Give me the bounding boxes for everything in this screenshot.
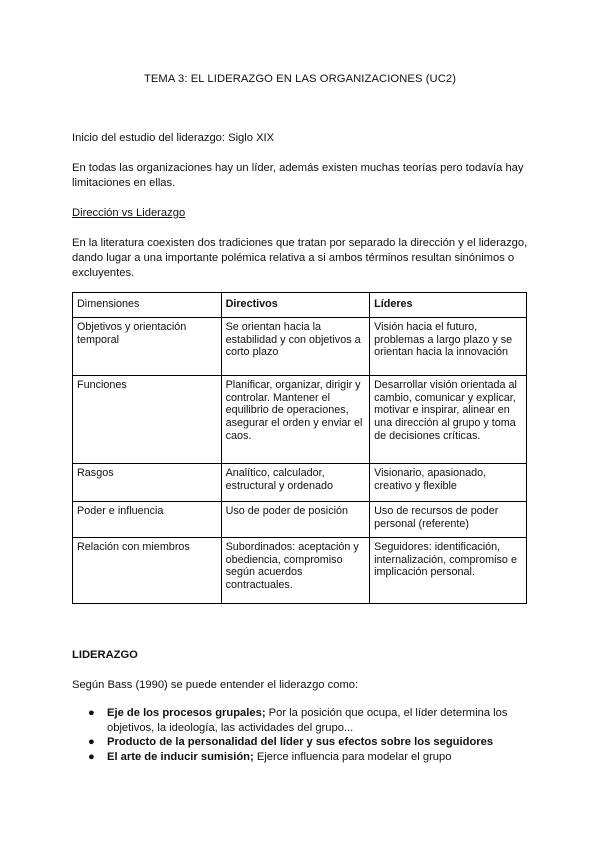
table-row (73, 463, 527, 501)
table-cell: Objetivos y orientación temporal (73, 317, 222, 375)
table-cell: Se orientan hacia la estabilidad y con objetivos a corto plazo (221, 317, 370, 375)
list-item-text: Ejerce influencia para modelar el grupo (253, 750, 452, 763)
list-item-text: Por la posición que ocupa, el líder determina los objetivos, la ideología, las actividades del grupo... (107, 707, 508, 734)
table-row (73, 317, 527, 375)
table-cell: Uso de poder de posición (221, 501, 370, 537)
bullet-icon: ● (88, 707, 95, 719)
list-item (72, 750, 532, 765)
table-header-cell: Líderes (370, 293, 527, 318)
section-intro: Según Bass (1990) se puede entender el liderazgo como: (72, 679, 359, 691)
table-cell: Desarrollar visión orientada al cambio, comunicar y explicar, motivar e inspirar, alinear en una dirección al grupo y toma de decisiones críticas. (370, 375, 527, 463)
intro-line-1: Inicio del estudio del liderazgo: Siglo XIX (72, 132, 275, 144)
table-cell: Uso de recursos de poder personal (referente) (370, 501, 527, 537)
table-cell: Visionario, apasionado, creativo y flexible (370, 463, 527, 501)
document-title: TEMA 3: EL LIDERAZGO EN LAS ORGANIZACIONES (UC2) (143, 73, 457, 85)
section-heading-liderazgo: LIDERAZGO (72, 649, 138, 661)
table-row (73, 375, 527, 463)
list-item (72, 735, 532, 750)
table-row (73, 537, 527, 603)
section-heading-direccion-vs-liderazgo: Dirección vs Liderazgo (72, 207, 186, 219)
table-cell: Seguidores: identificación, internalización, compromiso e implicación personal. (370, 537, 527, 603)
table-header-row (73, 293, 527, 318)
table-cell: Analítico, calculador, estructural y ordenado (221, 463, 370, 501)
bullet-list (72, 706, 532, 764)
list-item-bold: Eje de los procesos grupales; (107, 707, 266, 719)
table-row (73, 501, 527, 537)
table-cell: Rasgos (73, 463, 222, 501)
list-item (72, 706, 532, 735)
table-cell: Relación con miembros (73, 537, 222, 603)
list-item-bold: Producto de la personalidad del líder y sus efectos sobre los seguidores (107, 736, 494, 748)
table-cell: Funciones (73, 375, 222, 463)
table-cell: Visión hacia el futuro, problemas a largo plazo y se orientan hacia la innovación (370, 317, 527, 375)
table-cell: Poder e influencia (73, 501, 222, 537)
table-cell: Planificar, organizar, dirigir y controlar. Mantener el equilibrio de operaciones, asegurar el orden y enviar el caos. (221, 375, 370, 463)
table-header-cell: Dimensiones (73, 293, 222, 318)
comparison-table (72, 292, 527, 604)
list-item-bold: El arte de inducir sumisión; (107, 750, 254, 763)
intro-line-2: En todas las organizaciones hay un líder, además existen muchas teorías pero todavía hay limitaciones en ellas. (72, 162, 524, 189)
table-cell: Subordinados: aceptación y obediencia, compromiso según acuerdos contractuales. (221, 537, 370, 603)
table-header-cell: Directivos (221, 293, 370, 318)
section-paragraph: En la literatura coexisten dos tradiciones que tratan por separado la dirección y el liderazgo, dando lugar a una importante polémica relativa a si ambos términos resultan sinónimos o excluyentes. (72, 237, 528, 279)
bullet-icon: ● (88, 736, 95, 748)
bullet-icon: ● (88, 750, 95, 763)
